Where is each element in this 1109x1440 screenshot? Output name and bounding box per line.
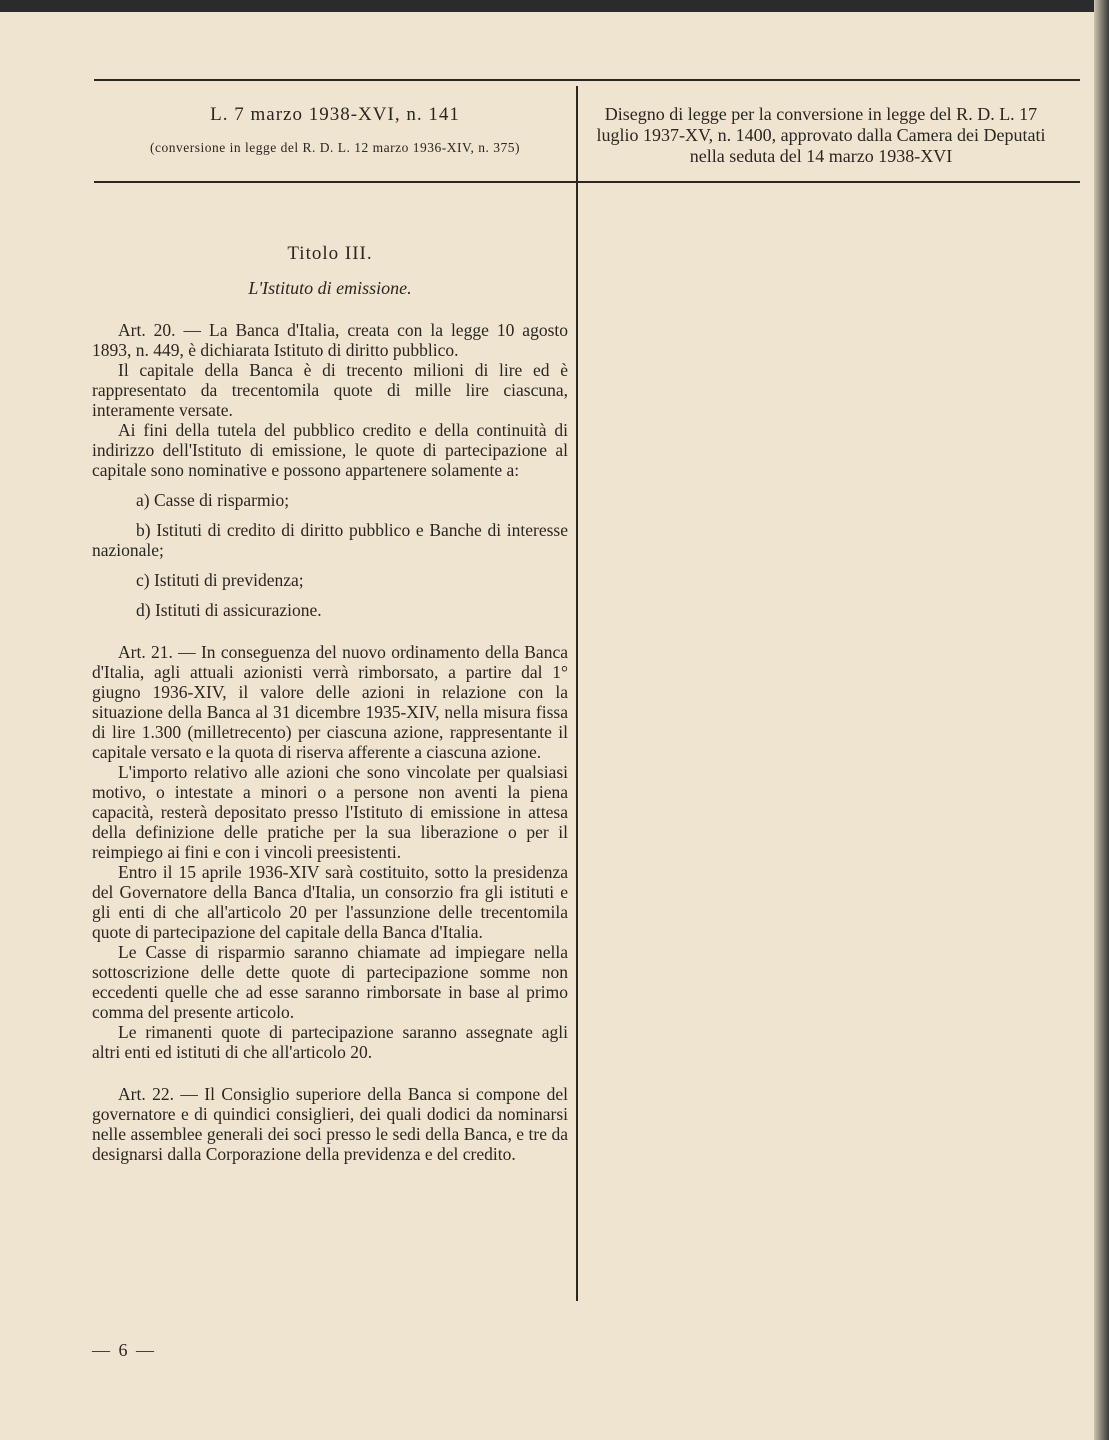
art20-item-a: a) Casse di risparmio; — [136, 490, 290, 510]
header-left — [96, 104, 574, 156]
art21-paragraph-4: Le Casse di risparmio saranno chiamate ad impiegare nella sottoscrizione delle dette quote di partecipazione somme non eccedenti quelle che ad esse saranno rimborsate in base al primo comma del presente articolo. — [92, 942, 568, 1022]
header-left-title: L. 7 marzo 1938-XVI, n. 141 — [210, 104, 460, 125]
section-subtitle: L'Istituto di emissione. — [248, 278, 412, 298]
art20-paragraph-3: Ai fini della tutela del pubblico credito e della continuità di indirizzo dell'Istituto di emissione, le quote di partecipazione al capitale sono nominative e possono appartenere solamente a: — [92, 420, 568, 480]
section-title: Titolo III. — [287, 243, 373, 264]
art21-paragraph-2: L'importo relativo alle azioni che sono vincolate per qualsiasi motivo, o intestate a minori o a persone non aventi la piena capacità, resterà depositato presso l'Istituto di emissione in attesa della definizione delle pratiche per la sua liberazione o per il reimpiego ai fini e con i vincoli preesistenti. — [92, 762, 568, 862]
header-right: Disegno di legge per la conversione in legge del R. D. L. 17 luglio 1937-XV, n. 1400, approvato dalla Camera dei Deputati nella seduta del 14 marzo 1938-XVI — [596, 104, 1046, 166]
page-edge — [1094, 0, 1109, 1440]
left-column — [92, 244, 568, 1164]
art22-paragraph-1: Art. 22. — Il Consiglio superiore della Banca si compone del governatore e di quindici consiglieri, dei quali dodici da nominarsi nelle assemblee generali dei soci presso le sedi della Banca, e tre da designarsi dalla Corporazione della previdenza e del credito. — [92, 1084, 568, 1164]
header-top-rule — [94, 79, 1080, 81]
art20-paragraph-1: Art. 20. — La Banca d'Italia, creata con la legge 10 agosto 1893, n. 449, è dichiarata Istituto di diritto pubblico. — [92, 320, 568, 360]
column-divider — [576, 86, 578, 1301]
art20-paragraph-2: Il capitale della Banca è di trecento milioni di lire ed è rappresentato da trecentomila quote di mille lire ciascuna, interamente versate. — [92, 360, 568, 420]
art21-paragraph-1: Art. 21. — In conseguenza del nuovo ordinamento della Banca d'Italia, agli attuali azionisti verrà rimborsato, a partire dal 1° giugno 1936-XIV, il valore delle azioni in relazione con la situazione della Banca al 31 dicembre 1935-XIV, nella misura fissa di lire 1.300 (milletrecento) per ciascuna azione, rappresentante il capitale versato e la quota di riserva afferente a ciascuna azione. — [92, 642, 568, 762]
header-bottom-rule — [94, 181, 1080, 183]
art21-paragraph-3: Entro il 15 aprile 1936-XIV sarà costituito, sotto la presidenza del Governatore della Banca d'Italia, un consorzio fra gli istituti e gli enti di che all'articolo 20 per l'assunzione delle trecentomila quote di partecipazione del capitale della Banca d'Italia. — [92, 862, 568, 942]
art20-item-b: b) Istituti di credito di diritto pubblico e Banche di interesse nazionale; — [92, 520, 568, 560]
page-number: — 6 — — [92, 1340, 156, 1360]
art20-item-d: d) Istituti di assicurazione. — [136, 600, 322, 620]
art21-paragraph-5: Le rimanenti quote di partecipazione saranno assegnate agli altri enti ed istituti di che all'articolo 20. — [92, 1022, 568, 1062]
header-left-subtitle: (conversione in legge del R. D. L. 12 marzo 1936-XIV, n. 375) — [150, 140, 520, 155]
art20-item-c: c) Istituti di previdenza; — [136, 570, 304, 590]
